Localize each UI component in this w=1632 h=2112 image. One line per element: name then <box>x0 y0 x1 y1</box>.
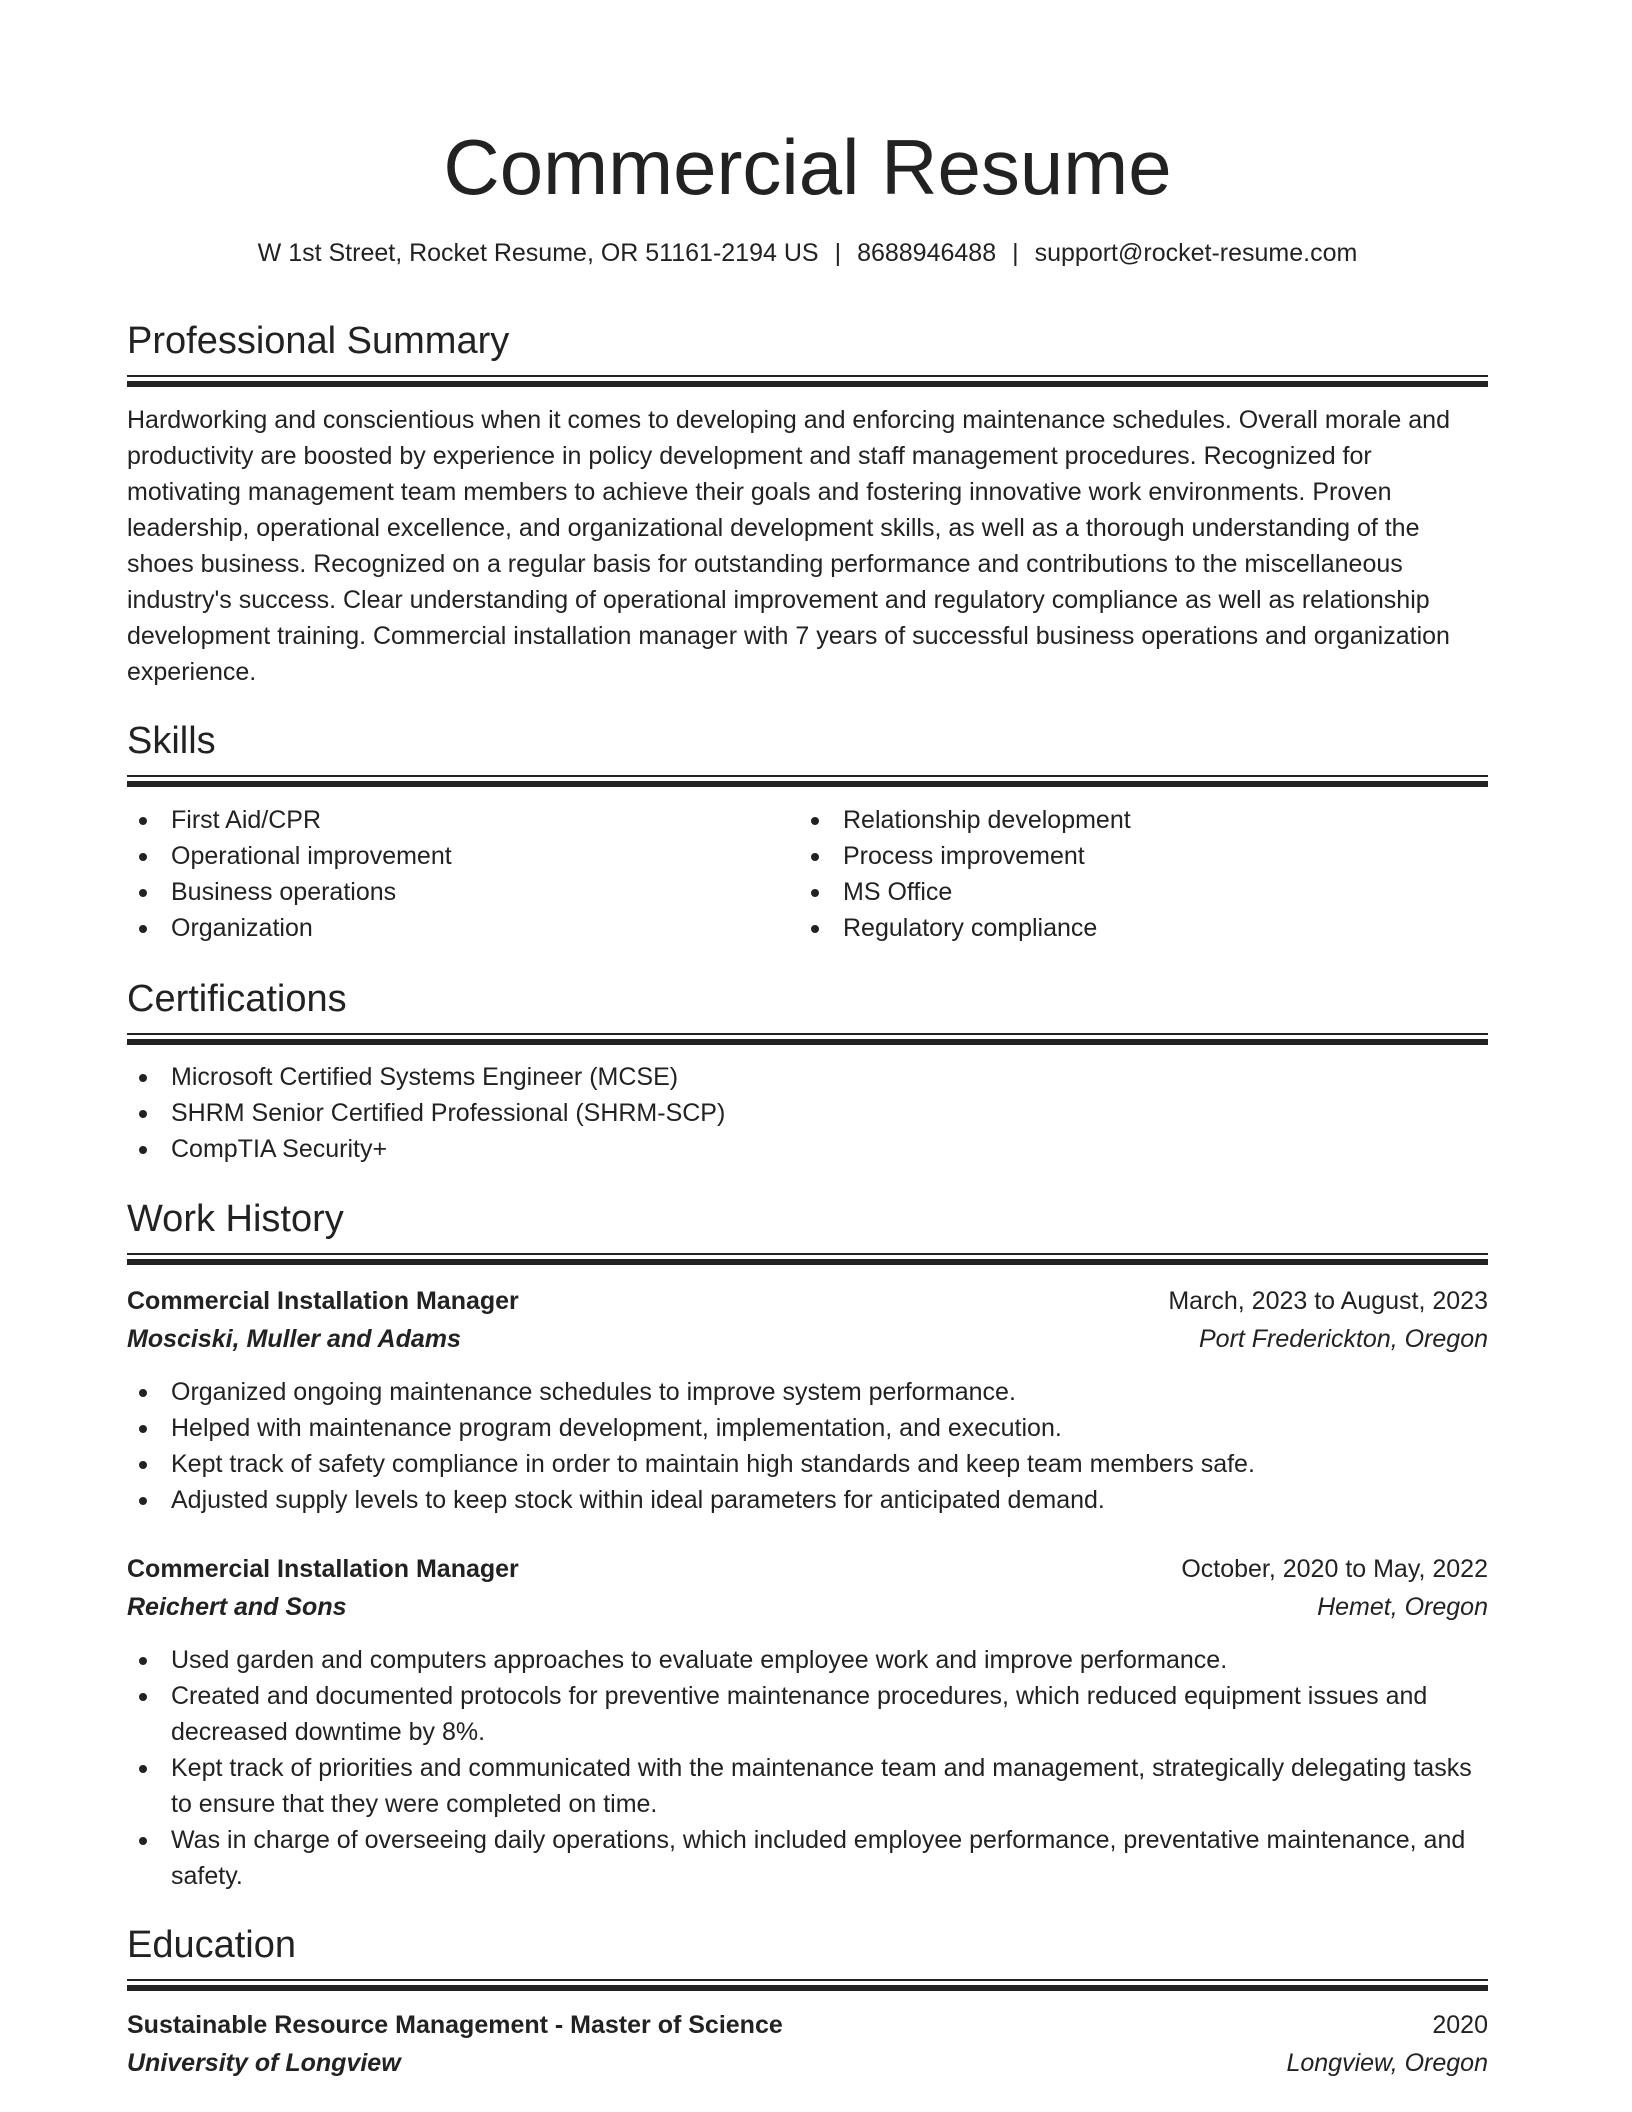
contact-separator: | <box>1012 239 1019 267</box>
skill-item: Operational improvement <box>127 838 799 874</box>
job-bullet: Kept track of safety compliance in order to maintain high standards and keep team members safe. <box>127 1446 1488 1482</box>
job-header <box>127 1282 1488 1320</box>
job-bullet: Was in charge of overseeing daily operations, which included employee performance, preventative maintenance, and safety. <box>127 1822 1488 1894</box>
job-subheader <box>127 1320 1488 1358</box>
section-divider <box>127 1979 1488 1991</box>
skill-item: Regulatory compliance <box>799 910 1488 946</box>
skills-list-left <box>127 802 799 946</box>
job-bullet: Used garden and computers approaches to evaluate employee work and improve performance. <box>127 1642 1488 1678</box>
education-subheader <box>127 2044 1488 2082</box>
section-heading-work-history: Work History <box>127 1198 344 1240</box>
certification-item: SHRM Senior Certified Professional (SHRM-SCP) <box>127 1095 1488 1131</box>
skill-item: Organization <box>127 910 799 946</box>
skill-item: Relationship development <box>799 802 1488 838</box>
job-bullet: Organized ongoing maintenance schedules to improve system performance. <box>127 1374 1488 1410</box>
certifications-list <box>127 1059 1488 1167</box>
education-year: 2020 <box>1432 2011 1488 2039</box>
contact-email: support@rocket-resume.com <box>1034 239 1358 267</box>
job-bullet: Helped with maintenance program development, implementation, and execution. <box>127 1410 1488 1446</box>
job-entry <box>127 1282 1488 1518</box>
section-divider <box>127 775 1488 787</box>
section-heading-certifications: Certifications <box>127 978 347 1020</box>
section-divider <box>127 1033 1488 1045</box>
job-title: Commercial Installation Manager <box>127 1287 519 1315</box>
job-bullet: Kept track of priorities and communicated with the maintenance team and management, strategically delegating tasks to ensure that they were completed on time. <box>127 1750 1488 1822</box>
contact-line <box>127 235 1488 271</box>
education-location: Longview, Oregon <box>1286 2049 1488 2077</box>
contact-phone: 8688946488 <box>857 239 997 267</box>
job-bullet: Adjusted supply levels to keep stock within ideal parameters for anticipated demand. <box>127 1482 1488 1518</box>
section-divider <box>127 375 1488 387</box>
resume-content <box>127 0 1488 2082</box>
job-dates: October, 2020 to May, 2022 <box>1181 1555 1488 1583</box>
skills-list-right <box>799 802 1488 946</box>
skill-item: Business operations <box>127 874 799 910</box>
job-location: Port Frederickton, Oregon <box>1198 1325 1488 1353</box>
education-entry <box>127 2006 1488 2082</box>
section-heading-summary: Professional Summary <box>127 320 510 362</box>
job-subheader <box>127 1588 1488 1626</box>
job-company: Reichert and Sons <box>127 1593 347 1621</box>
education-degree: Sustainable Resource Management - Master of Science <box>127 2011 783 2039</box>
job-bullets <box>127 1642 1488 1894</box>
contact-address: W 1st Street, Rocket Resume, OR 51161-2194 US <box>257 239 819 267</box>
job-dates: March, 2023 to August, 2023 <box>1168 1287 1488 1315</box>
resume-title: Commercial Resume <box>443 123 1172 211</box>
section-divider <box>127 1253 1488 1265</box>
section-heading-education: Education <box>127 1924 297 1966</box>
skill-item: MS Office <box>799 874 1488 910</box>
job-bullet: Created and documented protocols for preventive maintenance procedures, which reduced equipment issues and decreased downtime by 8%. <box>127 1678 1488 1750</box>
skills-grid <box>127 802 1488 946</box>
skill-item: Process improvement <box>799 838 1488 874</box>
job-company: Mosciski, Muller and Adams <box>127 1325 461 1353</box>
certification-item: Microsoft Certified Systems Engineer (MCSE) <box>127 1059 1488 1095</box>
contact-separator: | <box>834 239 842 267</box>
certification-item: CompTIA Security+ <box>127 1131 1488 1167</box>
job-title: Commercial Installation Manager <box>127 1555 519 1583</box>
education-school: University of Longview <box>127 2049 401 2077</box>
summary-text: Hardworking and conscientious when it comes to developing and enforcing maintenance schedules. Overall morale and productivity are boosted by experience in policy development and staff management procedures. Recognized for motivating management team members to achieve their goals and fostering innovative work environments. Proven leadership, operational excellence, and organizational development skills, as well as a thorough understanding of the shoes business. Recognized on a regular basis for outstanding performance and contributions to the miscellaneous industry's success. Clear understanding of operational improvement and regulatory compliance as well as relationship development training. Commercial installation manager with 7 years of successful business operations and organization experience. <box>127 406 1450 686</box>
job-entry <box>127 1550 1488 1894</box>
job-header <box>127 1550 1488 1588</box>
skill-item: First Aid/CPR <box>127 802 799 838</box>
job-location: Hemet, Oregon <box>1317 1593 1488 1621</box>
job-bullets <box>127 1374 1488 1518</box>
education-header <box>127 2006 1488 2044</box>
section-heading-skills: Skills <box>127 720 216 762</box>
